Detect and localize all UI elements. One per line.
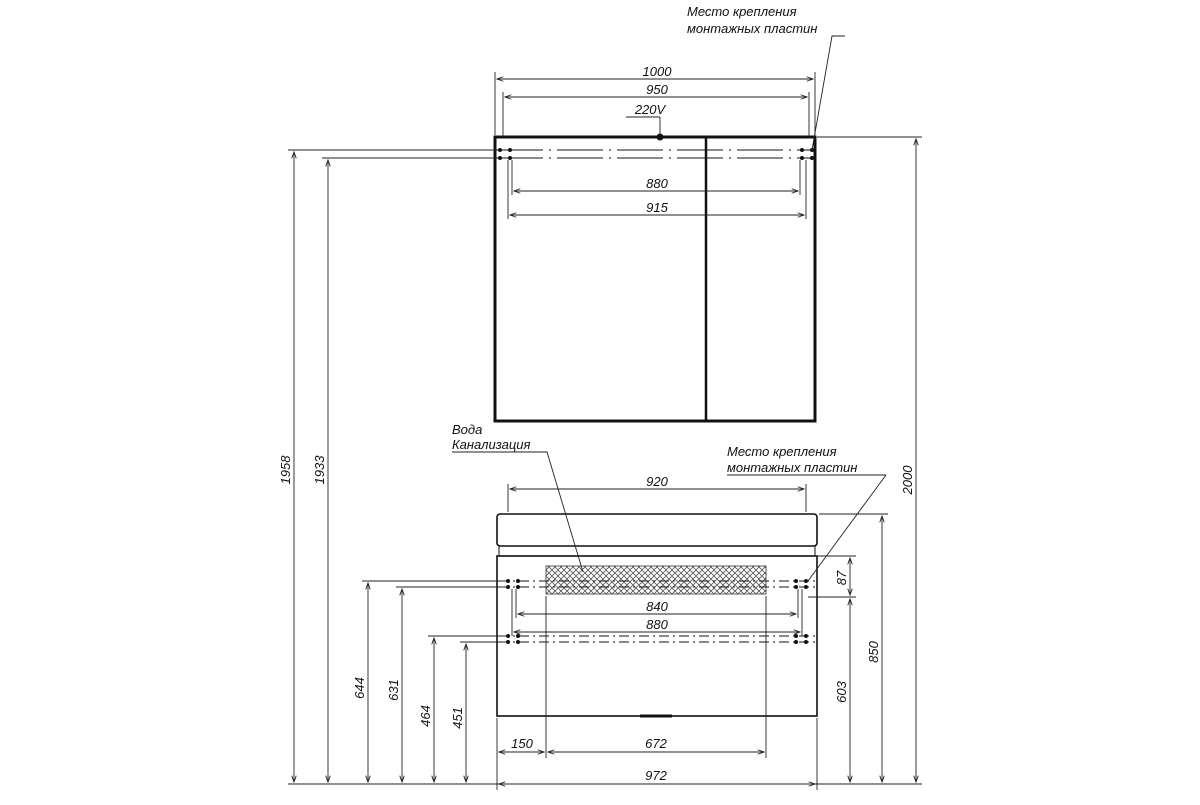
dim-height-1958: 1958 (278, 455, 293, 485)
dim-height-464: 464 (418, 705, 433, 727)
dim-height-644: 644 (352, 677, 367, 699)
vanity-cabinet (497, 514, 817, 716)
vanity-dimensions (362, 452, 888, 790)
drain-label: Канализация (452, 437, 531, 452)
water-label: Вода (452, 422, 483, 437)
dim-height-603: 603 (834, 681, 849, 703)
dim-width-overall: 1000 (642, 64, 672, 79)
dim-plate-spacing-upper: 840 (646, 599, 668, 614)
dim-offset-87: 87 (834, 570, 849, 586)
service-zone (546, 566, 766, 594)
top-mount-note-line2: монтажных пластин (687, 21, 818, 36)
dim-height-1933: 1933 (312, 455, 327, 485)
dim-height-451: 451 (450, 707, 465, 729)
power-label: 220V (634, 102, 666, 117)
vanity-mount-note-line2: монтажных пластин (727, 460, 858, 475)
vanity-mount-note-line1: Место крепления (727, 444, 837, 459)
top-mount-note-line1: Место крепления (687, 4, 797, 19)
dim-bottom-150: 150 (511, 736, 533, 751)
dim-width-inner: 950 (646, 82, 668, 97)
dim-height-2000: 2000 (900, 465, 915, 495)
dim-vanity-top-width: 920 (646, 474, 668, 489)
dim-height-631: 631 (386, 679, 401, 701)
dim-plate-spacing-lower: 880 (646, 617, 668, 632)
dim-bottom-672: 672 (645, 736, 667, 751)
dim-plate-span: 915 (646, 200, 668, 215)
dim-height-850: 850 (866, 641, 881, 663)
dim-plate-spacing: 880 (646, 176, 668, 191)
dim-bottom-972: 972 (645, 768, 667, 783)
